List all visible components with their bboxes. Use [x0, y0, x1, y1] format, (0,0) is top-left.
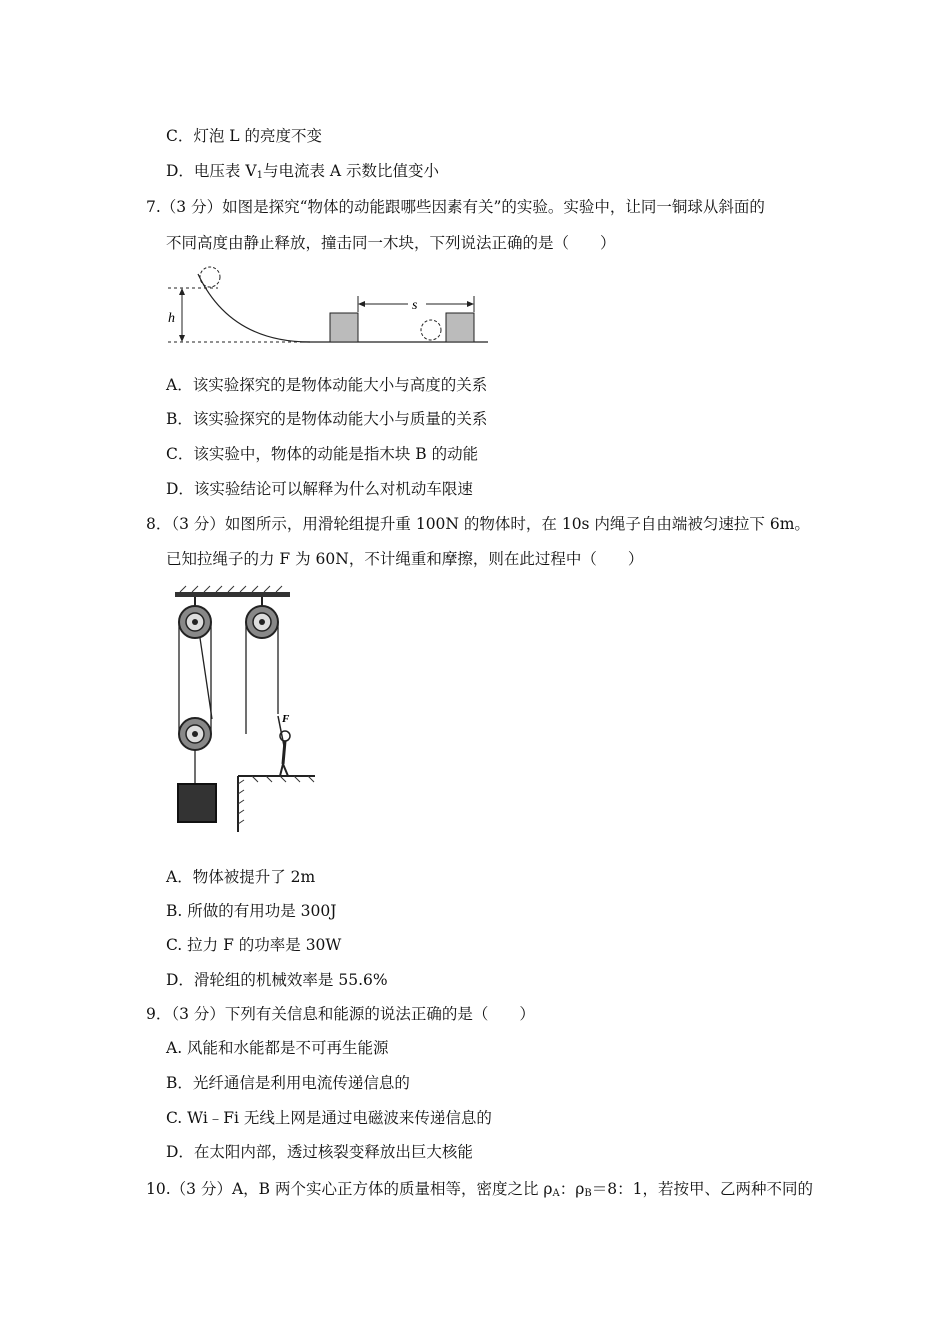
q9-stem: 9．（3 分）下列有关信息和能源的说法正确的是（ ） [146, 1005, 535, 1023]
q9-option-b: B．光纤通信是利用电流传递信息的 [166, 1074, 410, 1092]
q8-option-b: B. 所做的有用功是 300J [166, 902, 337, 920]
q7-option-a: A．该实验探究的是物体动能大小与高度的关系 [166, 376, 488, 394]
q7-fig-h-label: h [168, 311, 175, 326]
q8-figure-pulley-system [170, 584, 320, 834]
q8-option-a: A．物体被提升了 2m [166, 868, 316, 886]
q8-stem-line2: 已知拉绳子的力 F 为 60N，不计绳重和摩擦，则在此过程中（ ） [166, 550, 644, 568]
q7-figure-ramp-diagram [160, 262, 495, 348]
q6-option-d: D．电压表 $V_1$与电流表 A 示数比值变小 [166, 162, 439, 181]
q7-option-b: B．该实验探究的是物体动能大小与质量的关系 [166, 410, 488, 428]
q9-option-d: D．在太阳内部，透过核裂变释放出巨大核能 [166, 1143, 473, 1161]
q8-stem-line1: 8．（3 分）如图所示，用滑轮组提升重 100N 的物体时，在 10s 内绳子自由端被匀速拉下 6m。 [146, 515, 810, 533]
q6-option-c: C．灯泡 L 的亮度不变 [166, 127, 323, 145]
q8-option-c: C. 拉力 F 的功率是 30W [166, 936, 342, 954]
q9-option-a: A. 风能和水能都是不可再生能源 [166, 1039, 389, 1057]
q7-option-d: D．该实验结论可以解释为什么对机动车限速 [166, 480, 473, 498]
q7-stem-line1: 7.（3 分）如图是探究“物体的动能跟哪些因素有关”的实验。实验中，让同一铜球从斜面的 [146, 198, 765, 216]
q7-stem-line2: 不同高度由静止释放，撞击同一木块，下列说法正确的是（ ） [166, 234, 616, 252]
q8-option-d: D．滑轮组的机械效率是 55.6% [166, 971, 388, 989]
q10-stem-line1: 10.（3 分）A，B 两个实心正方体的质量相等，密度之比 $\rho_A$：$\rho_B=8$：1，若按甲、乙两种不同的 [146, 1180, 813, 1199]
q9-option-c: C. Wi﹣Fi 无线上网是通过电磁波来传递信息的 [166, 1109, 492, 1127]
q7-fig-s-label: s [412, 298, 418, 313]
q7-option-c: C．该实验中，物体的动能是指木块 B 的动能 [166, 445, 479, 463]
q8-fig-f-label: F [282, 713, 290, 725]
